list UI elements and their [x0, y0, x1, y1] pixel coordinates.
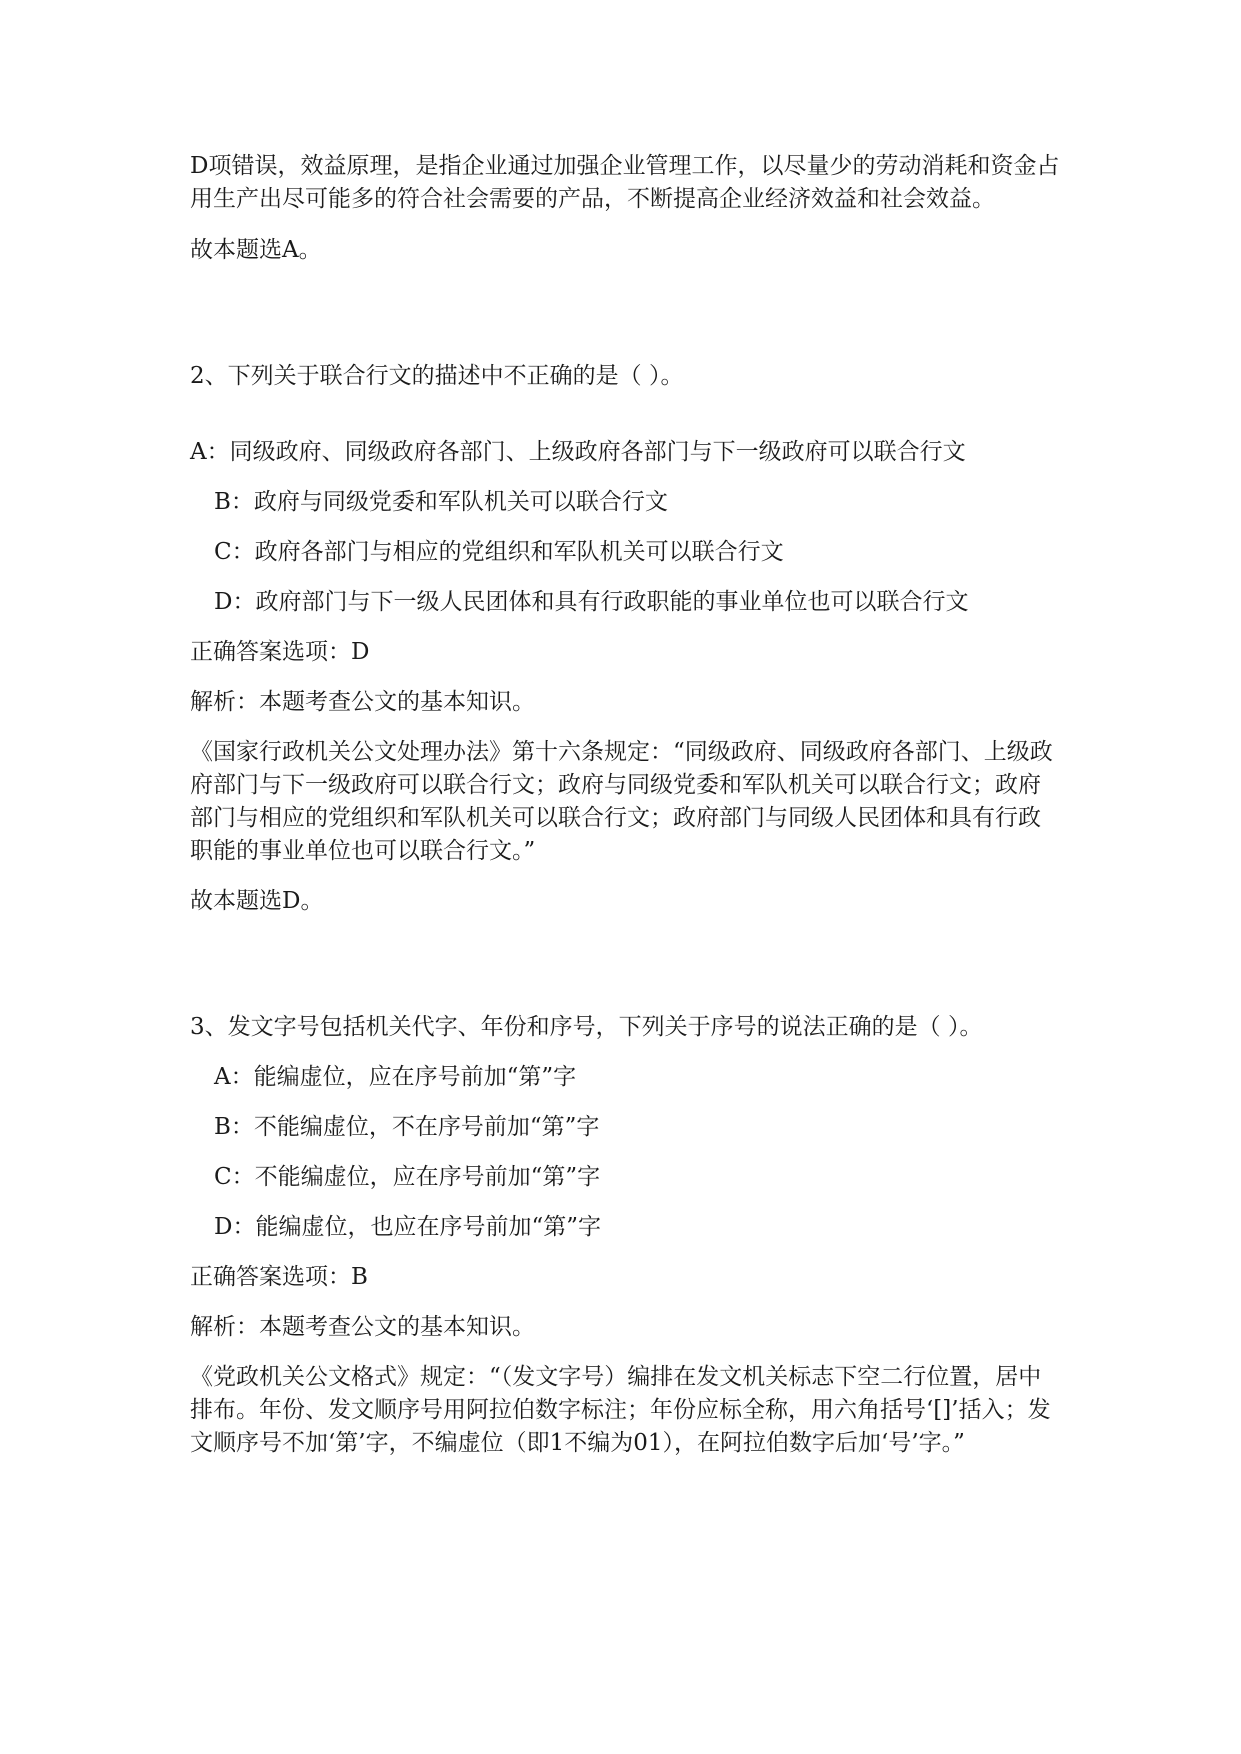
q3-option-c: C：不能编虚位，应在序号前加“第”字: [214, 1164, 601, 1190]
q2-option-d: D：政府部门与下一级人民团体和具有行政职能的事业单位也可以联合行文: [214, 589, 969, 615]
q2-option-c: C：政府各部门与相应的党组织和军队机关可以联合行文: [214, 539, 784, 565]
q3-analysis-body: 《党政机关公文格式》规定：“（发文字号）编排在发文机关标志下空二行位置，居中排布。年份、发文顺序号用阿拉伯数字标注；年份应标全称，用六角括号‘[]’括入；发文顺序号不加‘第’字，不编虚位（即1不编为01），在阿拉伯数字后加‘号’字。”: [190, 1364, 1051, 1456]
q2-analysis-label: 解析：本题考查公文的基本知识。: [190, 689, 535, 715]
q1-conclusion: 故本题选A。: [190, 237, 322, 263]
q1-analysis-d: D项错误，效益原理，是指企业通过加强企业管理工作，以尽量少的劳动消耗和资金占用生产出尽可能多的符合社会需要的产品，不断提高企业经济效益和社会效益。: [190, 153, 1060, 212]
q3-option-d: D：能编虚位，也应在序号前加“第”字: [214, 1214, 601, 1240]
q2-conclusion: 故本题选D。: [190, 888, 324, 914]
q3-option-a: A：能编虚位，应在序号前加“第”字: [214, 1064, 577, 1090]
q2-analysis-body: 《国家行政机关公文处理办法》第十六条规定：“同级政府、同级政府各部门、上级政府部门与下一级政府可以联合行文；政府与同级党委和军队机关可以联合行文；政府部门与相应的党组织和军队机关可以联合行文；政府部门与同级人民团体和具有行政职能的事业单位也可以联合行文。”: [190, 739, 1053, 864]
q3-option-b: B：不能编虚位，不在序号前加“第”字: [214, 1114, 600, 1140]
q3-answer: 正确答案选项：B: [190, 1264, 368, 1290]
q2-title: 2、下列关于联合行文的描述中不正确的是（ ）。: [190, 363, 684, 389]
q3-analysis-label: 解析：本题考查公文的基本知识。: [190, 1314, 535, 1340]
q2-option-b: B：政府与同级党委和军队机关可以联合行文: [214, 489, 668, 515]
q2-option-a: A：同级政府、同级政府各部门、上级政府各部门与下一级政府可以联合行文: [190, 439, 966, 465]
document-page: [190, 150, 1060, 1460]
q2-answer: 正确答案选项：D: [190, 639, 370, 665]
q3-title: 3、发文字号包括机关代字、年份和序号，下列关于序号的说法正确的是（ ）。: [190, 1014, 983, 1040]
